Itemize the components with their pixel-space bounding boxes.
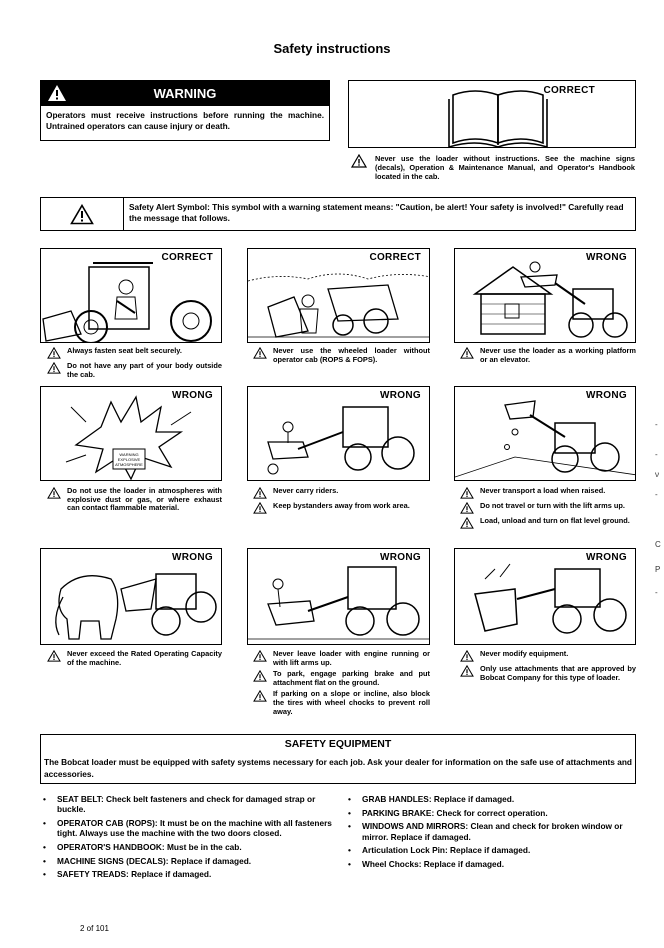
margin-mark: - [655, 490, 658, 499]
warning-triangle-icon [252, 650, 268, 662]
warning-header [41, 81, 329, 106]
safety-equipment-box [40, 734, 636, 784]
warning-triangle-icon [351, 154, 367, 168]
caption-item [46, 362, 222, 379]
page-number: 2 of 101 [80, 924, 109, 933]
list-item: • OPERATOR'S HANDBOOK: Must be in the cab. [42, 842, 334, 852]
warning-triangle-icon [459, 502, 475, 514]
safety-equipment-heading: SAFETY EQUIPMENT [284, 738, 392, 750]
loader-no-cab-illustration [248, 249, 430, 343]
caption-item [252, 670, 430, 687]
caption-item [46, 650, 222, 667]
list-item: • OPERATOR CAB (ROPS): It must be on the machine with all fasteners tight. Always use the machine with the two doors closed. [42, 818, 334, 839]
warning-triangle-icon [46, 347, 62, 359]
safety-equipment-text: The Bobcat loader must be equipped with safety systems necessary for each job. Ask your dealer for information on the safe use of attachments and accessories. [44, 757, 632, 779]
panel-parking [247, 548, 430, 645]
panel-riders [247, 386, 430, 481]
warning-triangle-icon [252, 690, 268, 702]
captions-explosive-atmosphere [46, 487, 222, 516]
caption-item [459, 502, 636, 514]
warning-triangle-icon [459, 347, 475, 359]
captions-seat-belt [46, 347, 222, 382]
caption-item [459, 665, 636, 682]
caption-item [459, 517, 636, 529]
caption-text: If parking on a slope or incline, also block the tires with wheel chocks to prevent roll away. [273, 689, 430, 716]
panel-label: WRONG [380, 552, 421, 563]
captions-rated-capacity [46, 650, 222, 670]
warning-triangle-icon [252, 487, 268, 499]
captions-operator-cab [252, 347, 430, 367]
captions-parking [252, 650, 430, 719]
panel-label: CORRECT [369, 252, 421, 263]
margin-mark: C [655, 540, 661, 549]
captions-working-platform [459, 347, 636, 367]
manual-note-text: Never use the loader without instructions. See the machine signs (decals), Operation & Maintenance Manual, and Operator's Handbook located in the cab. [375, 154, 635, 181]
caption-text: Do not use the loader in atmospheres with explosive dust or gas, or where exhaust can contact flammable material. [67, 486, 222, 513]
panel-explosive-atmosphere [40, 386, 222, 481]
margin-mark: Ρ [655, 565, 661, 574]
panel-rated-capacity [40, 548, 222, 645]
loader-seatbelt-illustration [41, 249, 222, 343]
loader-riders-illustration [248, 387, 430, 481]
caption-item [252, 502, 430, 514]
manual-panel-label: CORRECT [543, 85, 595, 96]
warning-triangle-icon [252, 347, 268, 359]
safety-alert-text: Safety Alert Symbol: This symbol with a warning statement means: "Caution, be alert! Your safety is involved!" Carefully read the message that follows. [129, 202, 624, 223]
panel-modify-equipment [454, 548, 636, 645]
panel-seat-belt [40, 248, 222, 343]
list-item: • MACHINE SIGNS (DECALS): Replace if damaged. [42, 856, 334, 866]
warning-triangle-icon [252, 670, 268, 682]
caption-text: Never carry riders. [273, 486, 339, 495]
warning-box [40, 80, 330, 141]
loader-modified-illustration [455, 549, 636, 645]
caption-text: Never leave loader with engine running or with lift arms up. [273, 649, 430, 667]
warning-triangle-icon [459, 517, 475, 529]
panel-raised-load [454, 386, 636, 481]
caption-text: Load, unload and turn on flat level ground. [480, 516, 630, 525]
warning-triangle-icon [47, 84, 67, 102]
warning-triangle-icon [252, 502, 268, 514]
caption-text: Keep bystanders away from work area. [273, 501, 410, 510]
warning-triangle-icon [459, 487, 475, 499]
manual-panel [348, 80, 636, 148]
warning-triangle-icon [46, 362, 62, 374]
panel-label: WRONG [172, 390, 213, 401]
caption-item [252, 347, 430, 364]
caption-text: Never modify equipment. [480, 649, 569, 658]
list-item: • SEAT BELT: Check belt fasteners and check for damaged strap or buckle. [42, 794, 334, 815]
warning-triangle-icon [459, 650, 475, 662]
captions-modify-equipment [459, 650, 636, 685]
panel-label: CORRECT [161, 252, 213, 263]
manual-note [351, 154, 635, 181]
list-item: • GRAB HANDLES: Replace if damaged. [347, 794, 639, 804]
list-item: • Articulation Lock Pin: Replace if damaged. [347, 845, 639, 855]
safety-alert-box [40, 197, 636, 231]
panel-operator-cab [247, 248, 430, 343]
explosion-illustration [41, 387, 222, 481]
caption-text: Always fasten seat belt securely. [67, 346, 182, 355]
margin-mark: - [655, 450, 658, 459]
panel-label: WRONG [172, 552, 213, 563]
loader-raised-load-illustration [455, 387, 636, 481]
loader-parking-illustration [248, 549, 430, 645]
open-book-icon [445, 83, 555, 149]
list-item: • Wheel Chocks: Replace if damaged. [347, 859, 639, 869]
caption-item [252, 650, 430, 667]
panel-label: WRONG [586, 552, 627, 563]
panel-label: WRONG [586, 390, 627, 401]
warning-triangle-icon [46, 650, 62, 662]
margin-mark: ν [655, 470, 659, 479]
captions-riders [252, 487, 430, 517]
caption-text: Never transport a load when raised. [480, 486, 606, 495]
caption-item [459, 650, 636, 662]
panel-label: WRONG [380, 390, 421, 401]
caption-text: Never use the wheeled loader without operator cab (ROPS & FOPS). [273, 346, 430, 364]
captions-raised-load [459, 487, 636, 532]
warning-text: Operators must receive instructions before running the machine. Untrained operators can cause injury or death. [46, 110, 324, 131]
caption-text: Never use the loader as a working platform or an elevator. [480, 346, 636, 364]
caption-text: Do not travel or turn with the lift arms up. [480, 501, 625, 510]
list-item: • SAFETY TREADS: Replace if damaged. [42, 869, 334, 879]
list-item: • WINDOWS AND MIRRORS: Clean and check for broken window or mirror. Replace if damaged. [347, 821, 639, 842]
loader-elephant-illustration [41, 549, 222, 645]
caption-text: Never exceed the Rated Operating Capacity of the machine. [67, 649, 222, 667]
caption-item [46, 487, 222, 513]
danger-sign-line2: EXPLOSIVE [117, 457, 141, 462]
caption-text: Do not have any part of your body outside the cab. [67, 361, 222, 379]
caption-item [252, 487, 430, 499]
caption-item [459, 487, 636, 499]
caption-text: To park, engage parking brake and put attachment flat on the ground. [273, 669, 430, 687]
safety-alert-icon [70, 204, 94, 225]
caption-item [46, 347, 222, 359]
danger-sign-line1: WARNING [119, 452, 139, 457]
equipment-list-left [42, 794, 334, 883]
panel-label: WRONG [586, 252, 627, 263]
equipment-list-right [347, 794, 639, 872]
warning-heading: WARNING [153, 86, 217, 101]
danger-sign-line3: ATMOSPHERE [115, 462, 143, 467]
loader-platform-illustration [455, 249, 636, 343]
caption-item [459, 347, 636, 364]
safety-alert-icon-cell [41, 198, 124, 230]
warning-triangle-icon [459, 665, 475, 677]
margin-mark: - [655, 588, 658, 597]
caption-text: Only use attachments that are approved by Bobcat Company for this type of loader. [480, 664, 636, 682]
caption-item [252, 690, 430, 716]
panel-working-platform [454, 248, 636, 343]
list-item: • PARKING BRAKE: Check for correct operation. [347, 808, 639, 818]
margin-mark: - [655, 420, 658, 429]
warning-triangle-icon [46, 487, 62, 499]
page-title: Safety instructions [273, 41, 391, 56]
